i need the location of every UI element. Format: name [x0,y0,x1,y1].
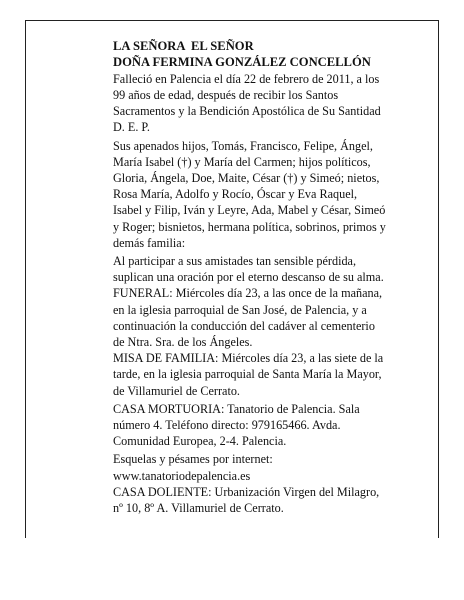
text-line: María Isabel (†) y María del Carmen; hijos políticos, [113,154,371,169]
text-line: D. E. P. [113,120,150,135]
text-line: Sus apenados hijos, Tomás, Francisco, Felipe, Ángel, [113,138,373,153]
text-line: continuación la conducción del cadáver al cementerio [113,318,375,333]
text-line: y Roger; bisnietos, hermana política, sobrinos, primos y [113,219,386,234]
text-line: Isabel y Filip, Iván y Leyre, Ada, Mabel y César, Simeó [113,203,386,218]
request-paragraph [113,253,423,285]
text-line: Esquelas y pésames por internet: [113,452,273,467]
family-mass-paragraph [113,350,423,399]
mourning-house-paragraph [113,484,423,516]
heading-line-1: LA SEÑORA EL SEÑOR [113,39,254,53]
text-line: FUNERAL: Miércoles día 23, a las once de la mañana, [113,286,383,301]
text-line: en la iglesia parroquial de San José, de Palencia, y a [113,302,367,317]
text-line: Sacramentos y la Bendición Apostólica de Su Santidad [113,104,381,119]
deceased-name: DOÑA FERMINA GONZÁLEZ CONCELLÓN [113,55,371,70]
text-line: nº 10, 8º A. Villamuriel de Cerrato. [113,501,284,516]
text-line: Falleció en Palencia el día 22 de febrero de 2011, a los [113,71,380,86]
family-paragraph [113,138,423,251]
death-notice-paragraph [113,71,423,136]
text-line: de Ntra. Sra. de los Ángeles. [113,335,253,350]
text-line: 99 años de edad, después de recibir los Santos [113,88,339,103]
funeral-paragraph [113,285,423,350]
text-line: de Villamuriel de Cerrato. [113,383,240,398]
mortuary-paragraph [113,401,423,450]
condolences-paragraph [113,451,423,483]
text-line: tarde, en la iglesia parroquial de Santa María la Mayor, [113,367,382,382]
text-line: CASA MORTUORIA: Tanatorio de Palencia. Sala [113,401,360,416]
text-line: Al participar a sus amistades tan sensible pérdida, [113,254,357,269]
obituary-notice [113,38,423,516]
text-line: Rosa María, Adolfo y Rocío, Óscar y Eva Raquel, [113,187,358,202]
text-line: demás familia: [113,235,186,250]
text-line: número 4. Teléfono directo: 979165466. Avda. [113,418,341,433]
text-line: Gloria, Ángela, Doe, Maite, César (†) y Simeó; nietos, [113,171,380,186]
text-line: Comunidad Europea, 2-4. Palencia. [113,434,287,449]
text-line: suplican una oración por el eterno descanso de su alma. [113,270,384,285]
notice-heading [113,38,423,71]
text-line: MISA DE FAMILIA: Miércoles día 23, a las siete de la [113,351,384,366]
text-line: CASA DOLIENTE: Urbanización Virgen del Milagro, [113,484,380,499]
website-link[interactable]: www.tanatoriodepalencia.es [113,468,251,483]
